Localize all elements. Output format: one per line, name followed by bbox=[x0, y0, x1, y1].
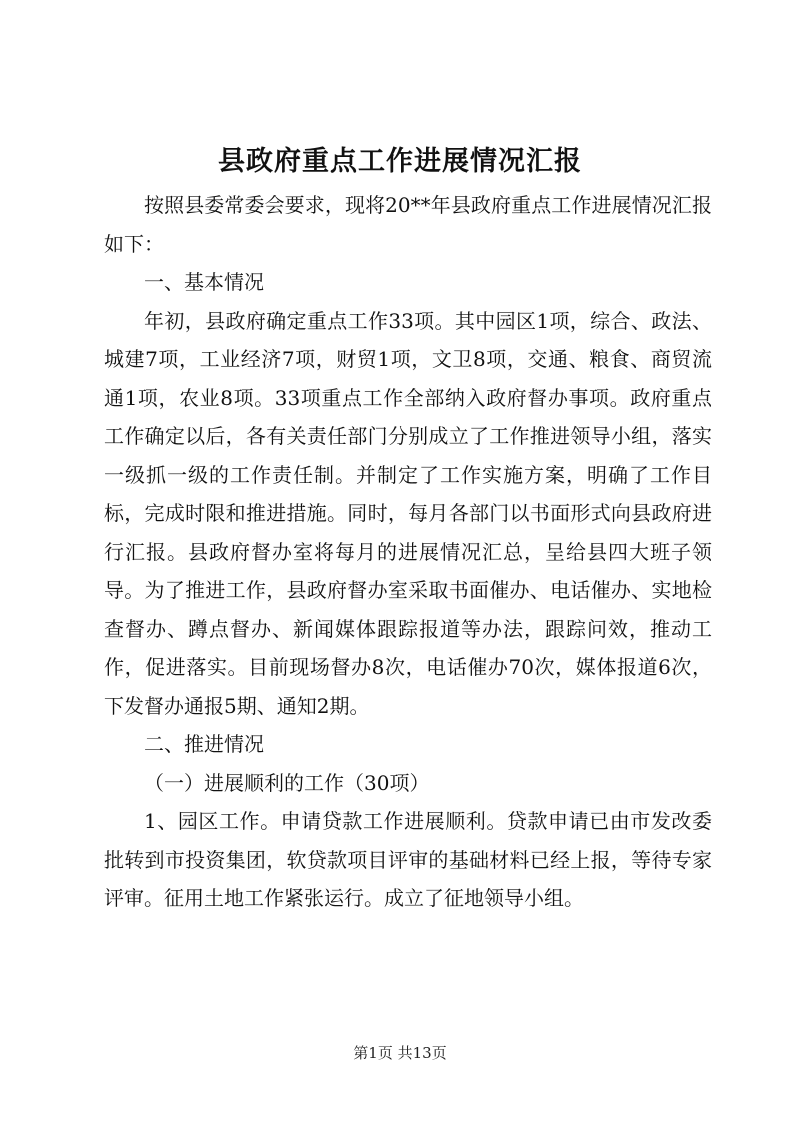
subsection-heading-smooth-progress: （一）进展顺利的工作（30项） bbox=[144, 770, 430, 795]
page-footer: 第1页 共13页 bbox=[353, 1044, 447, 1062]
section-heading-basic-situation: 一、基本情况 bbox=[144, 270, 264, 294]
paragraph-basic-situation: 年初，县政府确定重点工作33项。其中园区1项，综合、政法、城建7项，工业经济7项，财贸1项，文卫8项，交通、粮食、商贸流通1项，农业8项。33项重点工作全部纳入政府督办事项。政府重点工作确定以后，各有关责任部门分别成立了工作推进领导小组，落实一级抓一级的工作责任制。并制定了工作实施方案，明确了工作目标，完成时限和推进措施。同时，每月各部门以书面形式向县政府进行汇报。县政府督办室将每月的进展情况汇总，呈给县四大班子领导。为了推进工作，县政府督办室采取书面催办、电话催办、实地检查督办、蹲点督办、新闻媒体跟踪报道等办法，跟踪问效，推动工作，促进落实。目前现场督办8次，电话催办70次，媒体报道6次，下发督办通报5期、通知2期。 bbox=[104, 308, 712, 718]
paragraph-park-work: 1、园区工作。申请贷款工作进展顺利。贷款申请已由市发改委批转到市投资集团，软贷款项目评审的基础材料已经上报，等待专家评审。征用土地工作紧张运行。成立了征地领导小组。 bbox=[104, 809, 712, 910]
document-body bbox=[104, 186, 712, 918]
document-title: 县政府重点工作进展情况汇报 bbox=[218, 146, 582, 177]
paragraph-intro: 按照县委常委会要求，现将20**年县政府重点工作进展情况汇报如下： bbox=[104, 193, 712, 256]
section-heading-progress: 二、推进情况 bbox=[144, 732, 264, 756]
